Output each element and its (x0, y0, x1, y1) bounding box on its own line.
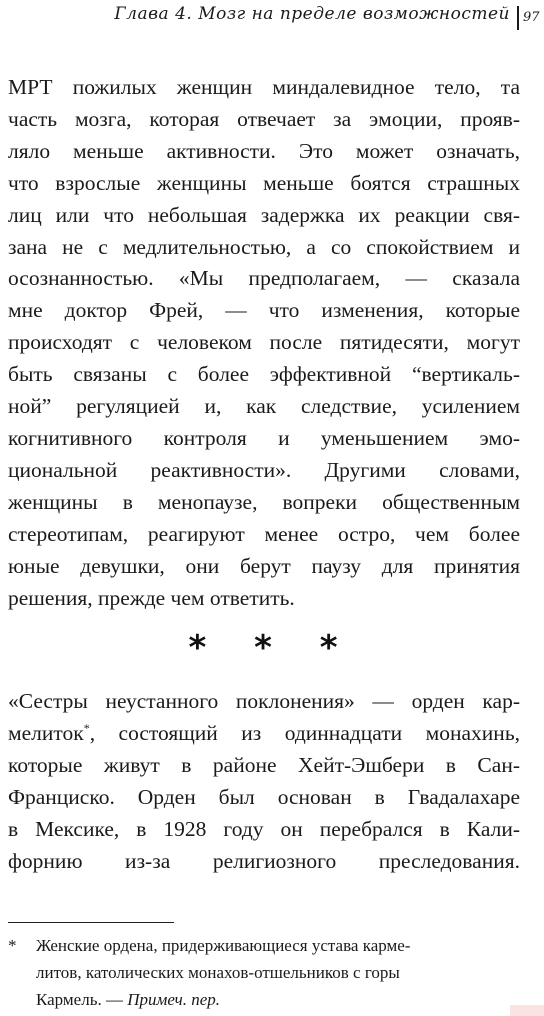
footnote-line-last (36, 986, 520, 1013)
text-fragment: , состоящий из одиннадцати монахинь, (89, 720, 520, 745)
paragraph-1 (8, 72, 520, 614)
text-line: циональной реактивности». Другими словами, (8, 457, 520, 482)
header-divider (517, 6, 519, 30)
text-line: происходят с человеком после пятидесяти, могут (8, 330, 520, 355)
text-fragment: мелиток (8, 720, 84, 745)
footnote-reference[interactable]: * (83, 720, 90, 735)
text-line: осознанностью. «Мы предполагаем, — сказала (8, 266, 520, 291)
footnote-line: Женские ордена, придерживающиеся устава карме- (36, 936, 411, 955)
text-line: решения, прежде чем ответить. (8, 585, 295, 610)
text-line: когнитивного контроля и уменьшением эмо- (8, 425, 520, 450)
paragraph-2 (8, 686, 520, 877)
text-line: зана не с медлительностью, а со спокойствием и (8, 234, 520, 259)
text-line-with-footnote-ref (8, 718, 520, 750)
text-line: часть мозга, которая отвечает за эмоции, прояв- (8, 106, 520, 131)
text-line: женщины в менопаузе, вопреки общественным (8, 489, 520, 514)
text-line: МРТ пожилых женщин миндалевидное тело, та (8, 75, 520, 99)
text-line: юные девушки, они берут паузу для принятия (8, 553, 520, 578)
text-line: что взрослые женщины меньше боятся страшных (8, 170, 520, 195)
page-number: 97 (523, 10, 540, 25)
footnote (8, 932, 520, 1013)
translator-note: Примеч. пер. (127, 990, 221, 1009)
footnote-line: литов, католических монахов-отшельников с горы (36, 963, 400, 982)
text-line: ляло меньше активности. Это может означать, (8, 138, 520, 163)
text-line: Франциско. Орден был основан в Гвадалахаре (8, 784, 520, 809)
text-line: быть связаны с более эффективной “вертикаль- (8, 362, 520, 387)
text-line: ной” регуляцией и, как следствие, усилением (8, 394, 520, 419)
text-line: мне доктор Фрей, — что изменения, которые (8, 298, 520, 323)
footnote-mark: * (8, 936, 17, 955)
text-line: стереотипам, реагируют менее остро, чем более (8, 521, 520, 546)
page-corner-mark (510, 1005, 544, 1016)
text-line: «Сестры неустанного поклонения» — орден кар- (8, 689, 520, 713)
text-line: форнию из-за религиозного преследования. (8, 848, 520, 873)
footnote-divider (8, 922, 174, 923)
text-line: в Мексике, в 1928 году он перебрался в Кали- (8, 816, 520, 841)
footnote-body (36, 932, 520, 1013)
section-separator: * * * (188, 628, 356, 668)
text-line: лиц или что небольшая задержка их реакции свя- (8, 202, 520, 227)
text-line: которые живут в районе Хейт-Эшбери в Сан- (8, 752, 520, 777)
running-head-title: Глава 4. Мозг на пределе возможностей (114, 4, 510, 24)
footnote-text: Кармель. — (36, 990, 128, 1009)
